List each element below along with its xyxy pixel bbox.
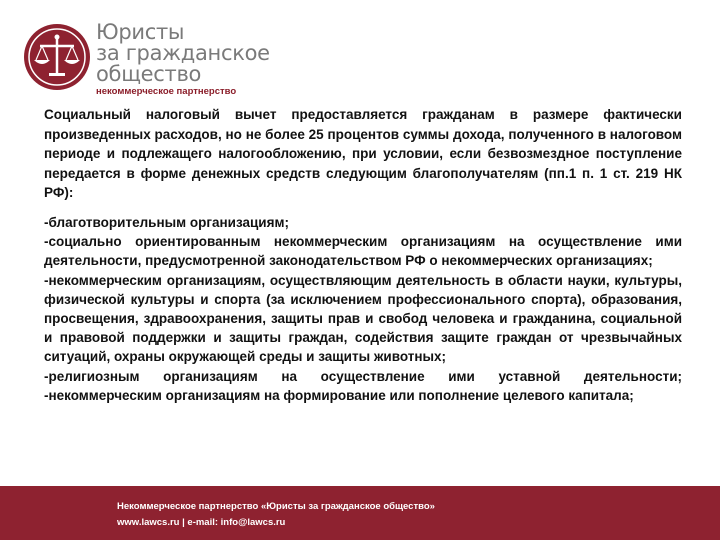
list-item: -социально ориентированным некоммерческим организациям на осуществление ими деятельности, предусмотренной законодательством РФ о некоммерческих организациях;	[44, 234, 682, 269]
footer-bar	[0, 486, 720, 540]
footer-contacts: www.lawcs.ru | e-mail: info@lawcs.ru	[117, 517, 286, 528]
list-item: -некоммерческим организациям, осуществляющим деятельность в области науки, культуры, физической культуры и спорта (за исключением профессионального спорта), образования, просвещения, здравоохранения, защиты прав и свобод человека и гражданина, социальной и правовой поддержки и защиты граждан, содействия защите граждан от чрезвычайных ситуаций, охраны окружающей среды и защиты животных;	[44, 272, 682, 365]
logo-title-line1: Юристы	[96, 20, 185, 44]
logo-title-line2: за гражданское	[96, 41, 270, 65]
logo-title-line3: общество	[96, 62, 202, 86]
footer-organization-name: Некоммерческое партнерство «Юристы за гражданское общество»	[117, 501, 435, 512]
list-item: -благотворительным организациям;	[44, 215, 289, 230]
scales-of-justice-icon	[22, 22, 92, 92]
beneficiaries-list	[44, 213, 682, 405]
intro-paragraph: Социальный налоговый вычет предоставляется гражданам в размере фактически произведенных расходов, но не более 25 процентов суммы дохода, полученного в налоговом периоде и подлежащего налогообложению, при условии, если безвозмездное поступление передается в форме денежных средств следующим благополучателям (пп.1 п. 1 ст. 219 НК РФ):	[44, 107, 682, 200]
organization-logo	[22, 18, 322, 98]
logo-subtitle: некоммерческое партнерство	[96, 86, 237, 97]
list-item: -религиозным организациям на осуществление ими уставной деятельности; -некоммерческим организациям на формирование или пополнение целевого капитала;	[44, 368, 682, 403]
